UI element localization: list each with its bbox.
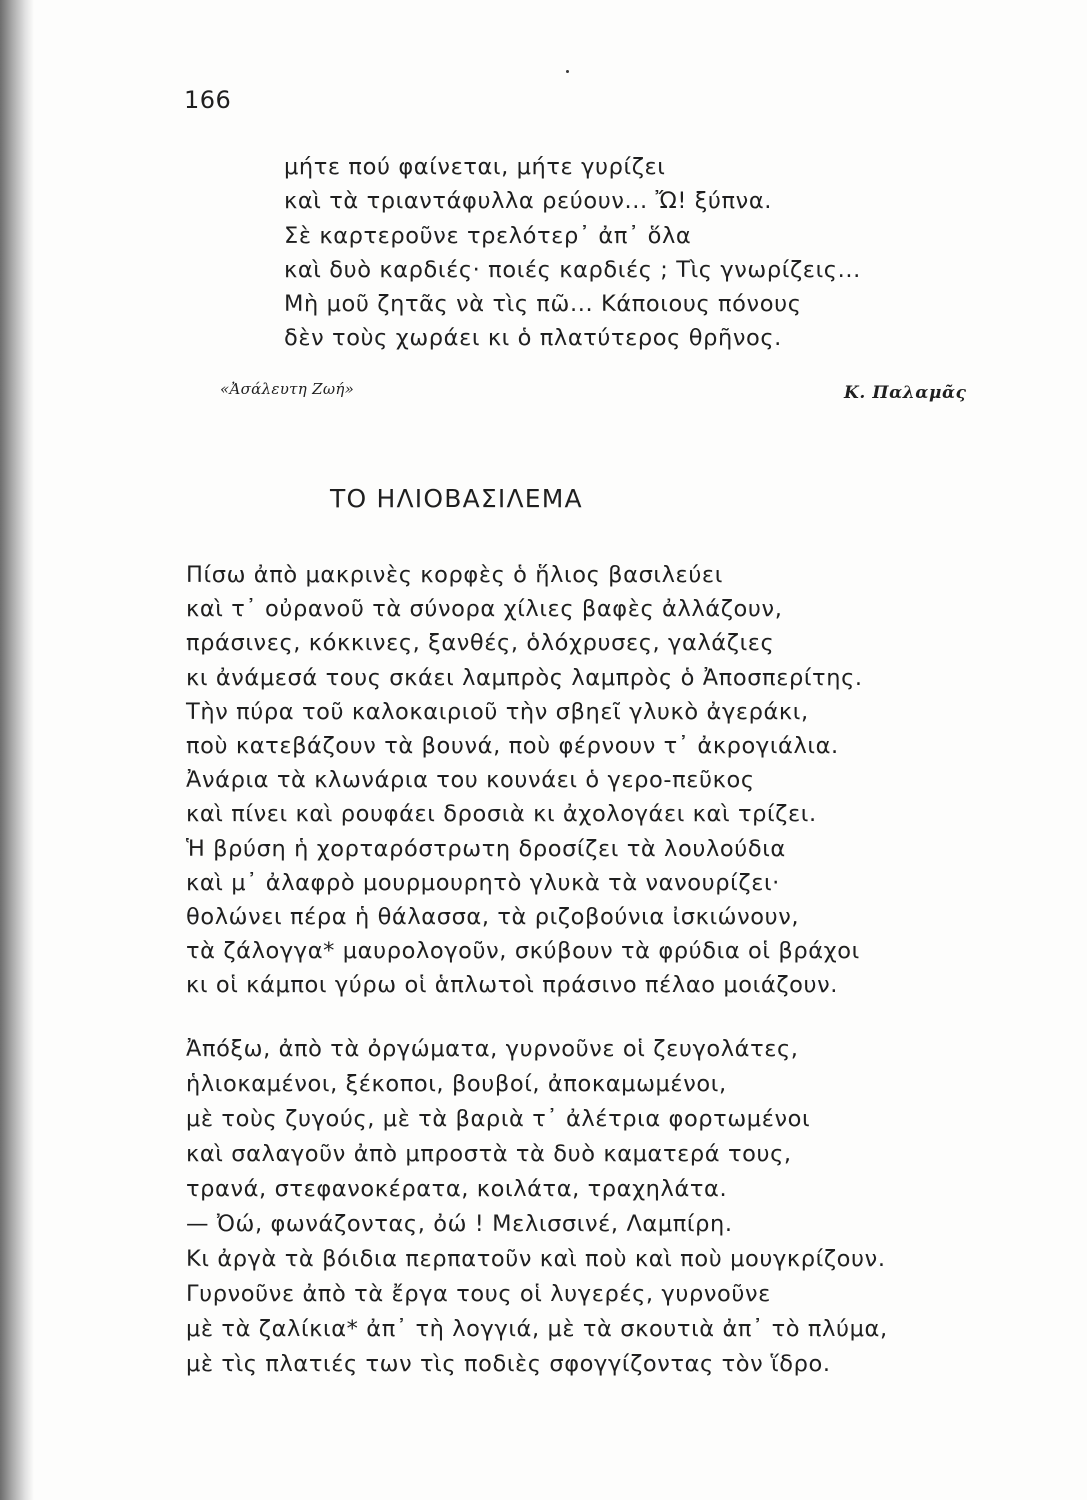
verse-line: δὲν τοὺς χωράει κι ὁ πλατύτερος θρῆνος. [284,325,782,352]
verse-line: κι ἀνάμεσά τους σκάει λαμπρὸς λαμπρὸς ὁ Ἀποσπερίτης. [186,664,863,691]
stanza-2 [186,558,863,1002]
stanza-3 [186,1032,888,1382]
verse-line: καὶ τὰ τριαντάφυλλα ρεύουν... Ὤ! ξύπνα. [284,188,773,215]
poem-title: ΤΟ ΗΛΙΟΒΑΣΙΛΕΜΑ [330,484,583,513]
verse-line: μὲ τὶς πλατιές των τὶς ποδιὲς σφογγίζοντας τὸν ἵδρο. [186,1351,831,1377]
author-name: Κ. Παλαμᾶς [844,383,967,403]
verse-line: μήτε πού φαίνεται, μήτε γυρίζει [284,154,666,180]
verse-line: κι οἱ κάμποι γύρω οἱ ἁπλωτοὶ πράσινο πέλαο μοιάζουν. [186,972,839,999]
verse-line: ἡλιοκαμένοι, ξέκοποι, βουβοί, ἀποκαμωμένοι, [186,1071,727,1097]
binding-shadow [0,0,34,1500]
ink-speck [566,70,569,73]
verse-line: καὶ πίνει καὶ ρουφάει δροσιὰ κι ἀχολογάει καὶ τρίζει. [186,801,817,828]
page-number: 166 [184,86,232,114]
verse-line: Ἀπόξω, ἀπὸ τὰ ὀργώματα, γυρνοῦνε οἱ ζευγολάτες, [186,1036,799,1062]
verse-line: Κι ἀργὰ τὰ βόιδια περπατοῦν καὶ ποὺ καὶ ποὺ μουγκρίζουν. [186,1246,886,1272]
verse-line: Τὴν πύρα τοῦ καλοκαιριοῦ τὴν σβηεῖ γλυκὸ ἀγεράκι, [186,698,809,725]
verse-line: ποὺ κατεβάζουν τὰ βουνά, ποὺ φέρνουν τ᾽ ἀκρογιάλια. [186,732,839,759]
verse-line: καὶ τ᾽ οὐρανοῦ τὰ σύνορα χίλιες βαφὲς ἀλλάζουν, [186,596,783,623]
verse-line: Μὴ μοῦ ζητᾶς νὰ τὶς πῶ... Κάποιους πόνους [284,291,802,318]
verse-line: καὶ δυὸ καρδιές· ποιές καρδιές ; Τὶς γνωρίζεις... [284,256,861,283]
stanza-1 [284,150,861,356]
verse-line: Ἡ βρύση ἡ χορταρόστρωτη δροσίζει τὰ λουλούδια [186,835,786,862]
verse-line: μὲ τοὺς ζυγούς, μὲ τὰ βαριὰ τ᾽ ἀλέτρια φορτωμένοι [186,1106,811,1132]
verse-line: τὰ ζάλογγα* μαυρολογοῦν, σκύβουν τὰ φρύδια οἱ βράχοι [186,938,860,965]
verse-line: καὶ μ᾽ ἀλαφρὸ μουρμουρητὸ γλυκὰ τὰ νανουρίζει· [186,869,780,896]
verse-line: μὲ τὰ ζαλίκια* ἀπ᾽ τὴ λογγιά, μὲ τὰ σκουτιὰ ἀπ᾽ τὸ πλύμα, [186,1316,888,1342]
verse-line: Σὲ καρτεροῦνε τρελότερ᾽ ἀπ᾽ ὅλα [284,222,692,249]
verse-line: — Ὀώ, φωνάζοντας, ὀώ ! Μελισσινέ, Λαμπίρη. [186,1211,733,1237]
verse-line: καὶ σαλαγοῦν ἀπὸ μπροστὰ τὰ δυὸ καματερά τους, [186,1141,792,1167]
verse-line: τρανά, στεφανοκέρατα, κοιλάτα, τραχηλάτα. [186,1176,728,1202]
verse-line: πράσινες, κόκκινες, ξανθές, ὁλόχρυσες, γαλάζιες [186,630,775,657]
verse-line: Ἀνάρια τὰ κλωνάρια του κουνάει ὁ γερο-πεῦκος [186,767,755,794]
verse-line: θολώνει πέρα ἡ θάλασσα, τὰ ριζοβούνια ἰσκιώνουν, [186,903,800,930]
source-citation: «Ἀσάλευτη Ζωή» [220,380,355,398]
verse-line: Πίσω ἀπὸ μακρινὲς κορφὲς ὁ ἥλιος βασιλεύει [186,562,723,588]
verse-line: Γυρνοῦνε ἀπὸ τὰ ἔργα τους οἱ λυγερές, γυρνοῦνε [186,1281,771,1307]
